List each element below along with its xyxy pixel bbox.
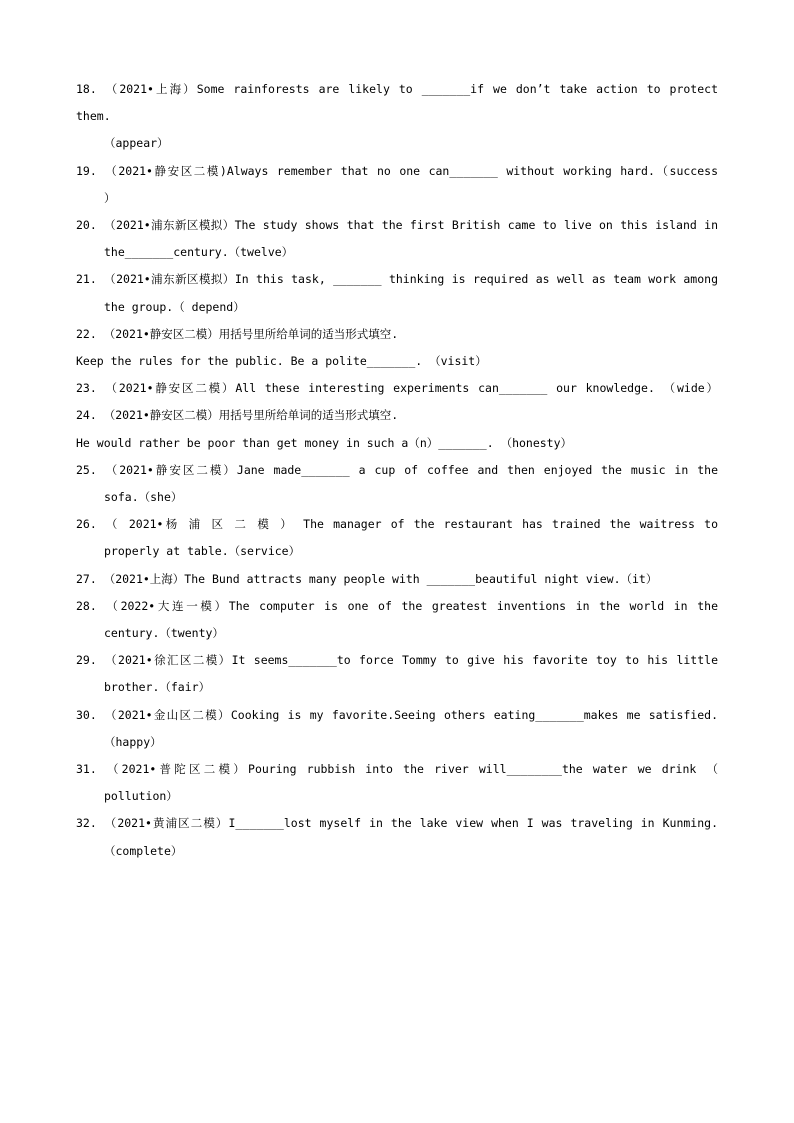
question-text: 20. （2021•浦东新区模拟）The study shows that the first British came to live on this island in	[76, 218, 718, 233]
question-19	[76, 158, 718, 212]
question-hint: pollution）	[104, 789, 178, 804]
question-sentence: He would rather be poor than get money in such a（n）_______. （honesty）	[76, 435, 573, 450]
question-18	[76, 76, 718, 158]
question-text: 28. （2022•大连一模）The computer is one of the greatest inventions in the world in the	[76, 598, 718, 613]
question-sentence: Keep the rules for the public. Be a polite_______. （visit）	[76, 354, 487, 369]
question-29	[76, 647, 718, 701]
question-text: 19. （2021•静安区二模)Always remember that no one can_______ without working hard.（success	[76, 163, 718, 178]
question-text: 29. （2021•徐汇区二模）It seems_______to force Tommy to give his favorite toy to his little	[76, 653, 718, 668]
question-22	[76, 321, 718, 375]
question-20	[76, 212, 718, 266]
question-30	[76, 702, 718, 756]
question-hint: properly at table.（service）	[104, 544, 301, 559]
question-28	[76, 593, 718, 647]
question-text: 23. （2021•静安区二模）All these interesting experiments can_______ our knowledge. （wide）	[76, 381, 718, 396]
worksheet	[76, 76, 718, 865]
question-hint: the_______century.（twelve）	[104, 245, 294, 260]
question-24	[76, 402, 718, 456]
question-text: 27. （2021•上海）The Bund attracts many people with _______beautiful night view.（it）	[76, 571, 658, 586]
question-31	[76, 756, 718, 810]
question-text: 32. （2021•黄浦区二模）I_______lost myself in the lake view when I was traveling in Kunming.	[76, 816, 718, 831]
question-hint: century.（twenty）	[104, 626, 224, 641]
question-27	[76, 566, 718, 593]
question-text: 22. （2021•静安区二模）用括号里所给单词的适当形式填空.	[76, 326, 399, 341]
question-hint: （complete）	[104, 843, 183, 858]
question-text: 18. （2021•上海）Some rainforests are likely to _______if we don’t take action to protect them.	[76, 82, 718, 124]
question-21	[76, 266, 718, 320]
question-hint: ）	[104, 190, 116, 205]
question-hint: the group.（ depend）	[104, 299, 245, 314]
question-hint: sofa.（she）	[104, 490, 183, 505]
question-hint: brother.（fair）	[104, 680, 211, 695]
question-26	[76, 511, 718, 565]
question-text: 26. （ 2021•杨 浦 区 二 模 ） The manager of the restaurant has trained the waitress to	[76, 517, 718, 532]
question-text: 25. （2021•静安区二模）Jane made_______ a cup of coffee and then enjoyed the music in the	[76, 462, 718, 477]
question-hint: （appear）	[104, 136, 169, 151]
question-25	[76, 457, 718, 511]
question-23	[76, 375, 718, 402]
question-text: 21. （2021•浦东新区模拟）In this task, _______ thinking is required as well as team work among	[76, 272, 718, 287]
question-text: 31. （2021•普陀区二模）Pouring rubbish into the river will________the water we drink （	[76, 762, 718, 777]
question-text: 24. （2021•静安区二模）用括号里所给单词的适当形式填空.	[76, 408, 399, 423]
question-text: 30. （2021•金山区二模）Cooking is my favorite.Seeing others eating_______makes me satisfied.	[76, 707, 718, 722]
question-32	[76, 810, 718, 864]
question-hint: （happy）	[104, 734, 162, 749]
